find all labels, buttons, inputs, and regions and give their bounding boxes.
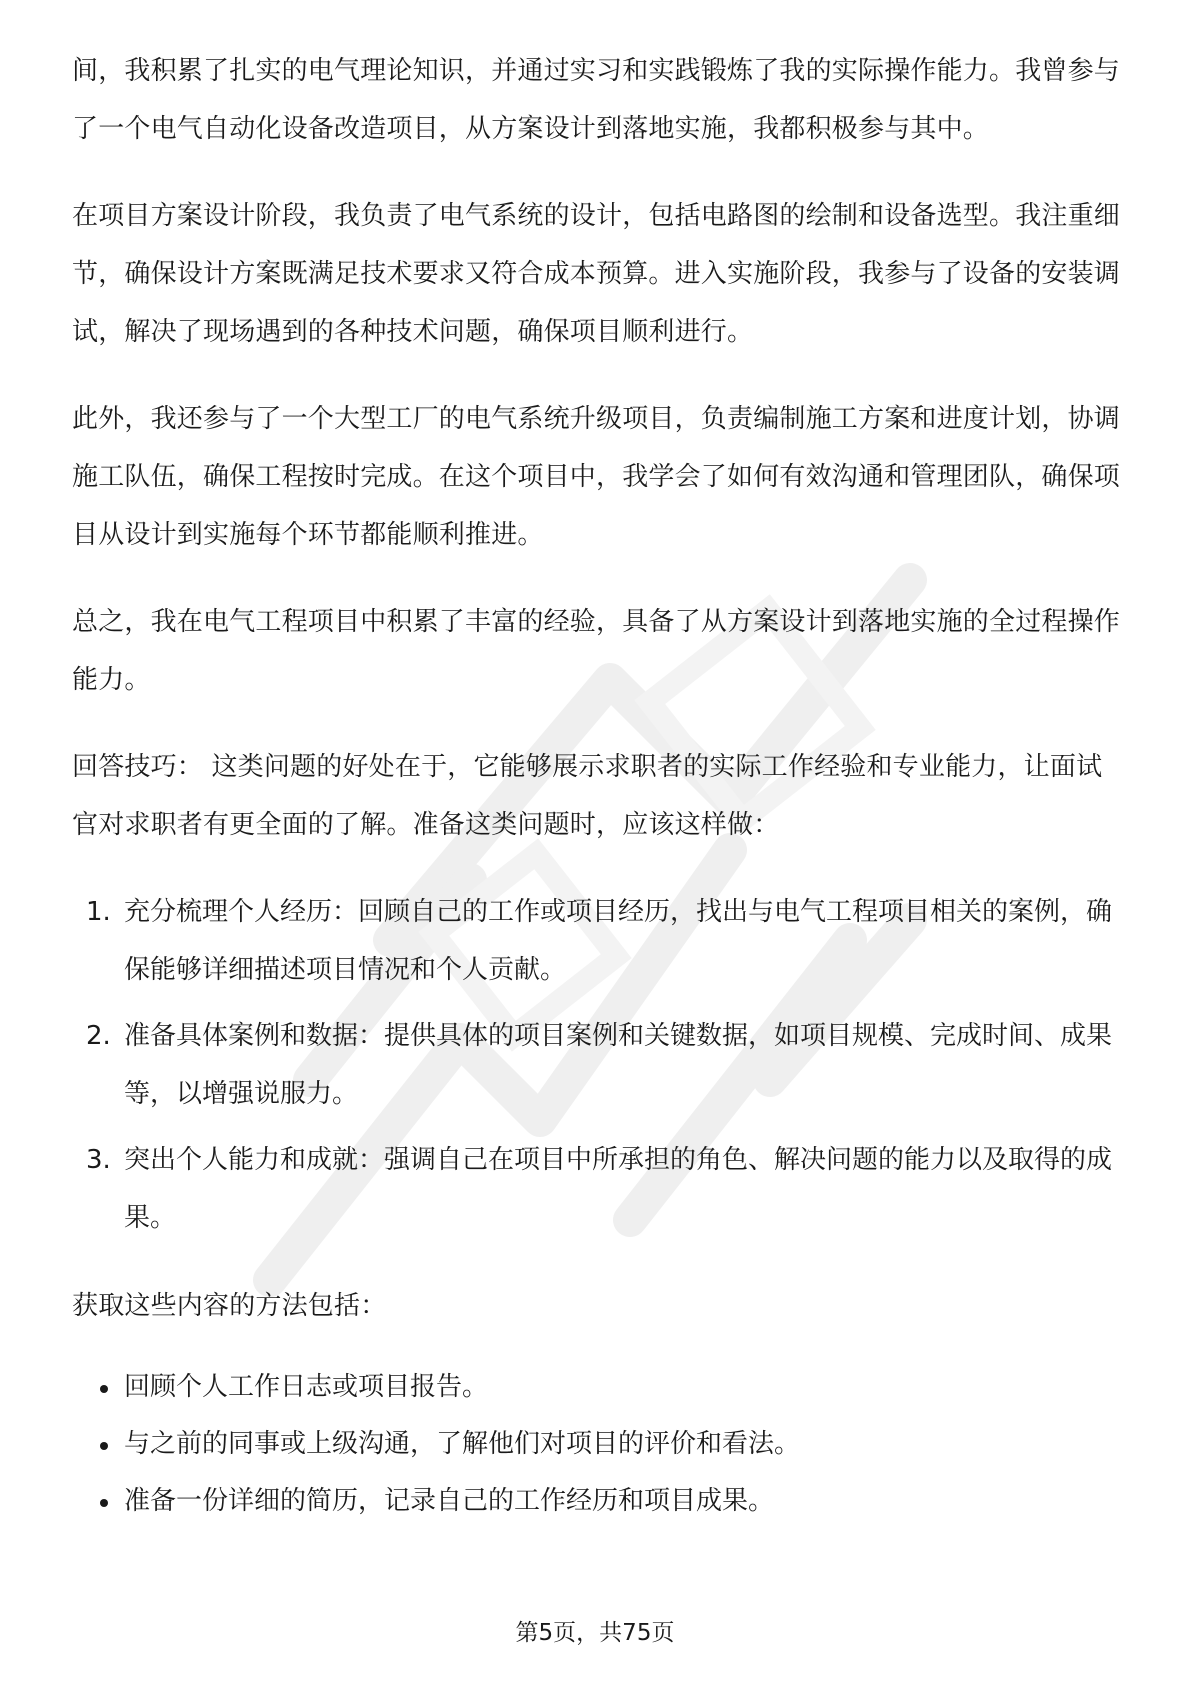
list-item-text: 与之前的同事或上级沟通，了解他们对项目的评价和看法。 [124,1429,801,1459]
list-item-text: 充分梳理个人经历：回顾自己的工作或项目经历，找出与电气工程项目相关的案例，确保能够详细描述项目情况和个人贡献。 [124,897,1113,985]
list-item-text: 回顾个人工作日志或项目报告。 [124,1372,489,1402]
list-item [72,1007,1122,1123]
paragraph-experience-intro: 间，我积累了扎实的电气理论知识，并通过实习和实践锻炼了我的实际操作能力。我曾参与了一个电气自动化设备改造项目，从方案设计到落地实施，我都积极参与其中。 [72,56,1121,144]
paragraph-answer-tips: 回答技巧： 这类问题的好处在于，它能够展示求职者的实际工作经验和专业能力，让面试官对求职者有更全面的了解。准备这类问题时，应该这样做： [72,752,1103,840]
list-number: 3. [86,1145,111,1175]
tips-numbered-list [72,883,1122,1247]
list-item [72,1416,1122,1473]
bullet-icon [100,1442,108,1450]
page-number-footer: 第5页，共75页 [515,1620,675,1646]
paragraph-upgrade-project: 此外，我还参与了一个大型工厂的电气系统升级项目，负责编制施工方案和进度计划，协调施工队伍，确保工程按时完成。在这个项目中，我学会了如何有效沟通和管理团队，确保项目从设计到实施每个环节都能顺利推进。 [72,404,1121,550]
list-number: 2. [86,1021,111,1051]
list-item-text: 准备具体案例和数据：提供具体的项目案例和关键数据，如项目规模、完成时间、成果等，以增强说服力。 [124,1021,1113,1109]
list-number: 1. [86,897,111,927]
list-item-text: 准备一份详细的简历，记录自己的工作经历和项目成果。 [124,1486,775,1516]
methods-bullet-list [72,1359,1122,1530]
list-item-text: 突出个人能力和成就：强调自己在项目中所承担的角色、解决问题的能力以及取得的成果。 [124,1145,1113,1233]
methods-heading: 获取这些内容的方法包括： [72,1291,387,1321]
paragraph-design-phase: 在项目方案设计阶段，我负责了电气系统的设计，包括电路图的绘制和设备选型。我注重细节，确保设计方案既满足技术要求又符合成本预算。进入实施阶段，我参与了设备的安装调试，解决了现场遇到的各种技术问题，确保项目顺利进行。 [72,201,1121,347]
bullet-icon [100,1385,108,1393]
list-item [72,1359,1122,1416]
list-item [72,883,1122,999]
bullet-icon [100,1499,108,1507]
paragraph-summary: 总之，我在电气工程项目中积累了丰富的经验，具备了从方案设计到落地实施的全过程操作能力。 [72,607,1121,695]
document-body [72,42,1122,1530]
list-item [72,1131,1122,1247]
list-item [72,1473,1122,1530]
